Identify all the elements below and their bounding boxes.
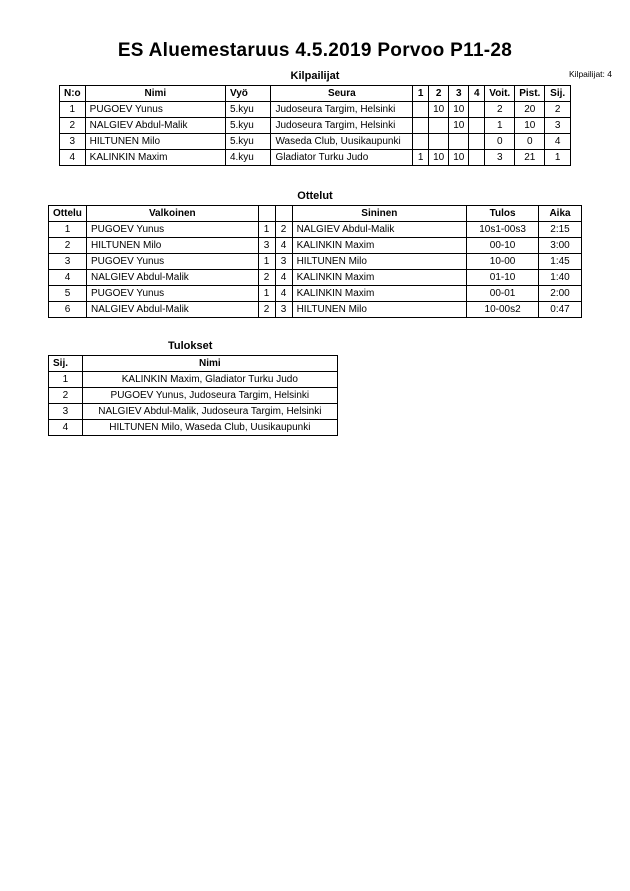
cell-round-1: 1 xyxy=(413,150,429,166)
header-rank: Sij. xyxy=(545,86,571,102)
cell-round-2 xyxy=(429,134,449,150)
cell-white-number: 3 xyxy=(258,238,275,254)
cell-round-1 xyxy=(413,118,429,134)
header-time: Aika xyxy=(539,206,582,222)
cell-no: 3 xyxy=(60,134,86,150)
cell-wins: 0 xyxy=(485,134,515,150)
header-match-no: Ottelu xyxy=(49,206,87,222)
cell-time: 2:15 xyxy=(539,222,582,238)
table-row xyxy=(49,286,582,302)
cell-result: 00-10 xyxy=(467,238,539,254)
cell-white-number: 1 xyxy=(258,254,275,270)
cell-rank: 1 xyxy=(545,150,571,166)
cell-points: 21 xyxy=(515,150,545,166)
header-blue-number xyxy=(275,206,292,222)
cell-blue: NALGIEV Abdul-Malik xyxy=(292,222,467,238)
cell-round-1 xyxy=(413,134,429,150)
cell-round-4 xyxy=(469,150,485,166)
cell-match-no: 6 xyxy=(49,302,87,318)
table-row xyxy=(49,222,582,238)
cell-blue-number: 3 xyxy=(275,302,292,318)
header-round-4: 4 xyxy=(469,86,485,102)
cell-result-name: HILTUNEN Milo, Waseda Club, Uusikaupunki xyxy=(82,420,337,436)
cell-no: 1 xyxy=(60,102,86,118)
cell-result-rank: 2 xyxy=(49,388,83,404)
cell-match-no: 2 xyxy=(49,238,87,254)
competitors-table xyxy=(59,85,571,166)
cell-points: 0 xyxy=(515,134,545,150)
header-name: Nimi xyxy=(85,86,225,102)
cell-round-3: 10 xyxy=(449,118,469,134)
header-no: N:o xyxy=(60,86,86,102)
cell-match-no: 4 xyxy=(49,270,87,286)
cell-match-no: 5 xyxy=(49,286,87,302)
header-white-number xyxy=(258,206,275,222)
header-blue: Sininen xyxy=(292,206,467,222)
cell-blue: HILTUNEN Milo xyxy=(292,302,467,318)
table-row xyxy=(60,102,571,118)
page-title: ES Aluemestaruus 4.5.2019 Porvoo P11-28 xyxy=(117,40,513,61)
cell-no: 2 xyxy=(60,118,86,134)
competitors-section-label: Kilpailijat xyxy=(290,70,340,82)
cell-blue-number: 2 xyxy=(275,222,292,238)
cell-result-name: NALGIEV Abdul-Malik, Judoseura Targim, Helsinki xyxy=(82,404,337,420)
cell-result-rank: 1 xyxy=(49,372,83,388)
cell-white: NALGIEV Abdul-Malik xyxy=(86,302,258,318)
table-row xyxy=(49,238,582,254)
table-row xyxy=(60,150,571,166)
cell-wins: 2 xyxy=(485,102,515,118)
table-row xyxy=(49,388,338,404)
cell-result-name: KALINKIN Maxim, Gladiator Turku Judo xyxy=(82,372,337,388)
header-belt: Vyö xyxy=(225,86,271,102)
header-result-rank: Sij. xyxy=(49,356,83,372)
cell-wins: 1 xyxy=(485,118,515,134)
results-section-label: Tulokset xyxy=(168,340,213,352)
cell-belt: 4.kyu xyxy=(225,150,271,166)
cell-match-no: 1 xyxy=(49,222,87,238)
header-round-2: 2 xyxy=(429,86,449,102)
matches-section-label: Ottelut xyxy=(297,190,333,202)
cell-round-1 xyxy=(413,102,429,118)
cell-white-number: 2 xyxy=(258,270,275,286)
cell-white-number: 2 xyxy=(258,302,275,318)
cell-round-2: 10 xyxy=(429,150,449,166)
cell-name: NALGIEV Abdul-Malik xyxy=(85,118,225,134)
cell-name: HILTUNEN Milo xyxy=(85,134,225,150)
table-row xyxy=(49,404,338,420)
header-white: Valkoinen xyxy=(86,206,258,222)
cell-blue-number: 3 xyxy=(275,254,292,270)
cell-result: 10s1-00s3 xyxy=(467,222,539,238)
results-table xyxy=(48,355,338,436)
table-row xyxy=(49,302,582,318)
cell-blue: KALINKIN Maxim xyxy=(292,238,467,254)
cell-time: 3:00 xyxy=(539,238,582,254)
cell-blue: KALINKIN Maxim xyxy=(292,270,467,286)
cell-match-no: 3 xyxy=(49,254,87,270)
table-header-row xyxy=(49,356,338,372)
cell-name: KALINKIN Maxim xyxy=(85,150,225,166)
table-row xyxy=(60,118,571,134)
cell-white: PUGOEV Yunus xyxy=(86,286,258,302)
cell-round-4 xyxy=(469,118,485,134)
cell-white-number: 1 xyxy=(258,286,275,302)
header-wins: Voit. xyxy=(485,86,515,102)
cell-rank: 3 xyxy=(545,118,571,134)
cell-result: 10-00 xyxy=(467,254,539,270)
cell-white: HILTUNEN Milo xyxy=(86,238,258,254)
cell-rank: 2 xyxy=(545,102,571,118)
cell-wins: 3 xyxy=(485,150,515,166)
cell-points: 10 xyxy=(515,118,545,134)
cell-round-4 xyxy=(469,134,485,150)
cell-belt: 5.kyu xyxy=(225,118,271,134)
table-row xyxy=(49,420,338,436)
cell-points: 20 xyxy=(515,102,545,118)
matches-table xyxy=(48,205,582,318)
cell-result: 10-00s2 xyxy=(467,302,539,318)
cell-round-2: 10 xyxy=(429,102,449,118)
cell-white: NALGIEV Abdul-Malik xyxy=(86,270,258,286)
header-result-name: Nimi xyxy=(82,356,337,372)
header-round-1: 1 xyxy=(413,86,429,102)
header-result: Tulos xyxy=(467,206,539,222)
cell-club: Judoseura Targim, Helsinki xyxy=(271,102,413,118)
cell-round-3: 10 xyxy=(449,102,469,118)
competitor-count-note: Kilpailijat: 4 xyxy=(569,69,612,79)
cell-result: 01-10 xyxy=(467,270,539,286)
table-header-row xyxy=(60,86,571,102)
cell-name: PUGOEV Yunus xyxy=(85,102,225,118)
cell-result: 00-01 xyxy=(467,286,539,302)
header-club: Seura xyxy=(271,86,413,102)
cell-belt: 5.kyu xyxy=(225,102,271,118)
table-header-row xyxy=(49,206,582,222)
cell-club: Gladiator Turku Judo xyxy=(271,150,413,166)
cell-club: Waseda Club, Uusikaupunki xyxy=(271,134,413,150)
cell-club: Judoseura Targim, Helsinki xyxy=(271,118,413,134)
cell-white-number: 1 xyxy=(258,222,275,238)
cell-result-name: PUGOEV Yunus, Judoseura Targim, Helsinki xyxy=(82,388,337,404)
header-round-3: 3 xyxy=(449,86,469,102)
cell-time: 2:00 xyxy=(539,286,582,302)
cell-blue-number: 4 xyxy=(275,270,292,286)
table-row xyxy=(49,372,338,388)
cell-blue-number: 4 xyxy=(275,238,292,254)
cell-time: 0:47 xyxy=(539,302,582,318)
cell-white: PUGOEV Yunus xyxy=(86,222,258,238)
cell-round-3: 10 xyxy=(449,150,469,166)
table-row xyxy=(49,270,582,286)
header-points: Pist. xyxy=(515,86,545,102)
cell-round-3 xyxy=(449,134,469,150)
cell-time: 1:45 xyxy=(539,254,582,270)
table-row xyxy=(60,134,571,150)
cell-time: 1:40 xyxy=(539,270,582,286)
cell-result-rank: 3 xyxy=(49,404,83,420)
cell-white: PUGOEV Yunus xyxy=(86,254,258,270)
cell-rank: 4 xyxy=(545,134,571,150)
cell-result-rank: 4 xyxy=(49,420,83,436)
cell-round-2 xyxy=(429,118,449,134)
cell-round-4 xyxy=(469,102,485,118)
table-row xyxy=(49,254,582,270)
cell-no: 4 xyxy=(60,150,86,166)
cell-belt: 5.kyu xyxy=(225,134,271,150)
cell-blue: KALINKIN Maxim xyxy=(292,286,467,302)
cell-blue-number: 4 xyxy=(275,286,292,302)
cell-blue: HILTUNEN Milo xyxy=(292,254,467,270)
